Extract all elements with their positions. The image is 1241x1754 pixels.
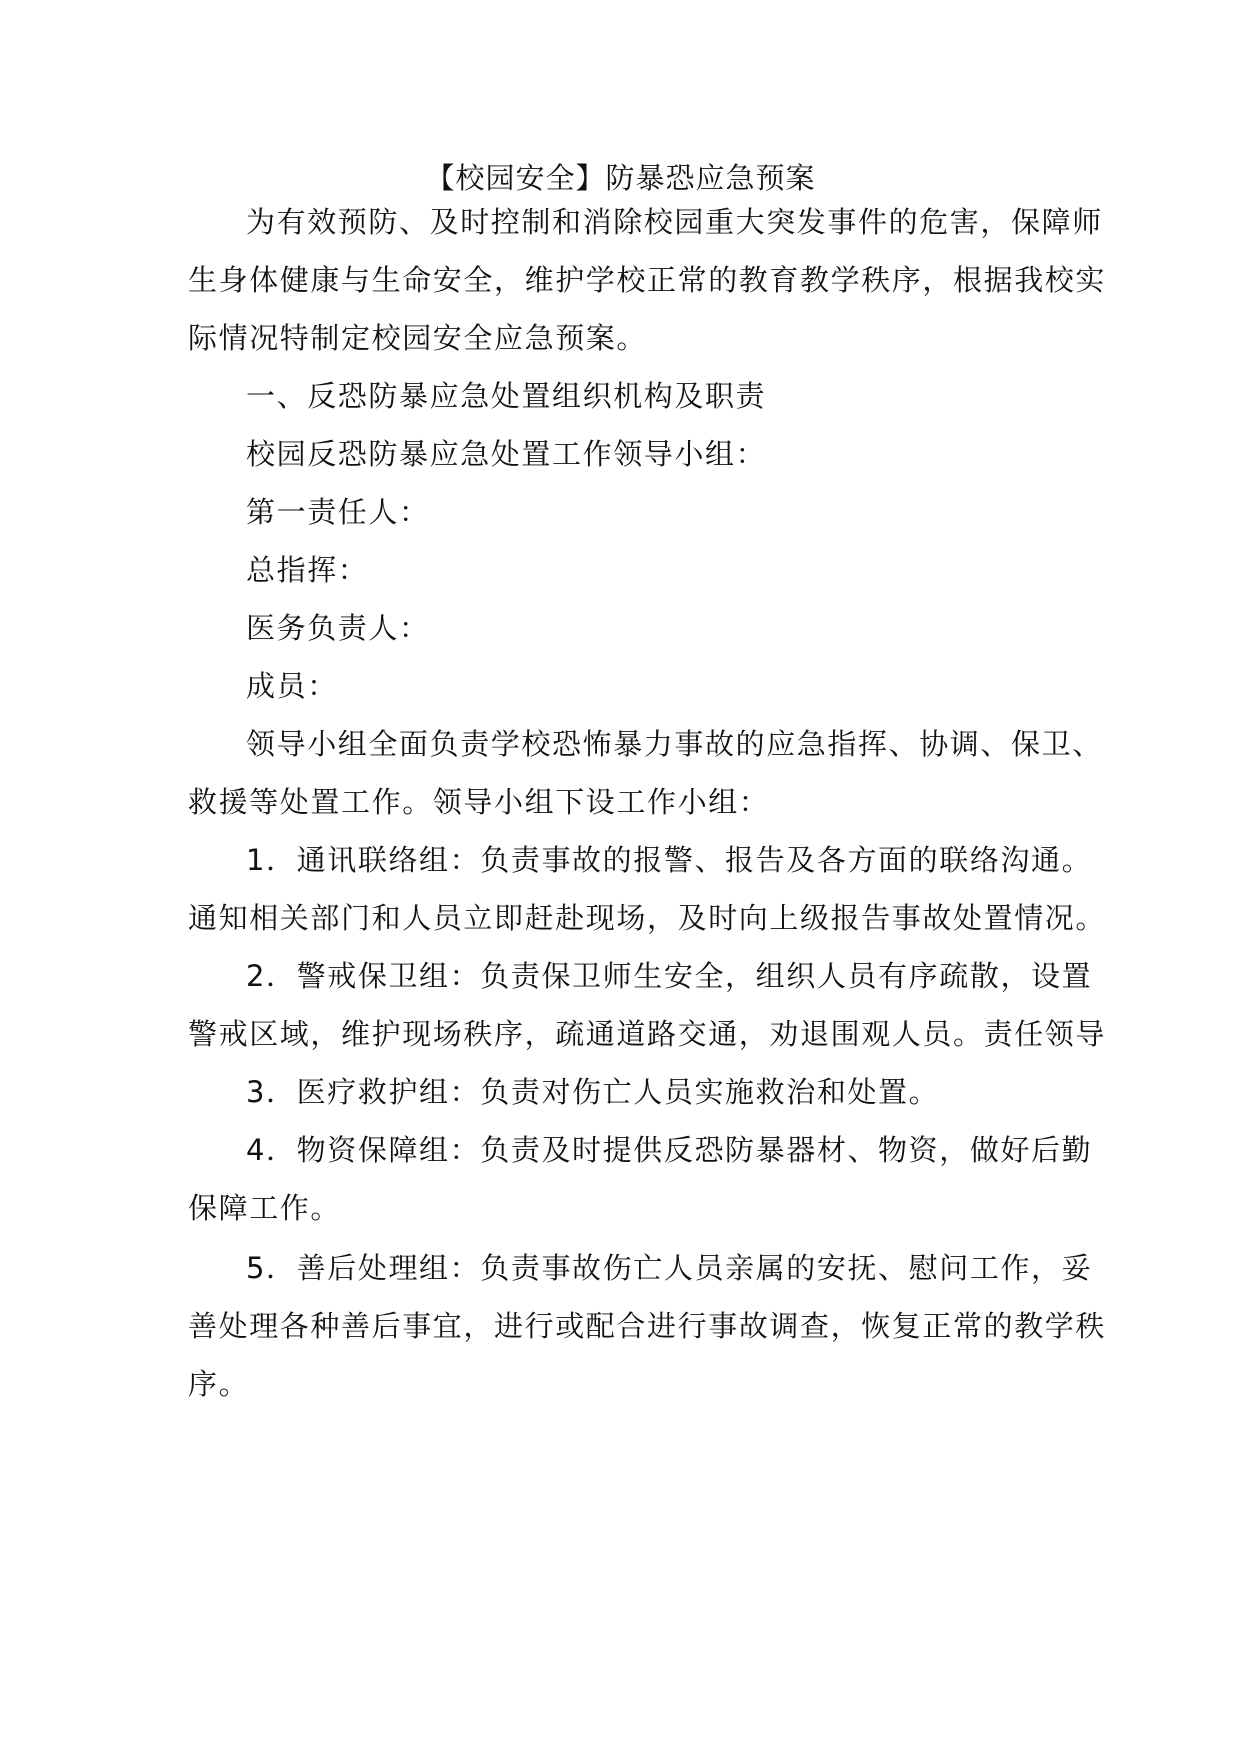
field-label: 医务负责人：: [246, 611, 430, 645]
field-label: 成员：: [246, 669, 338, 703]
paragraph-line: 为有效预防、及时控制和消除校园重大突发事件的危害，保障师: [246, 205, 1103, 239]
section-heading: 一、反恐防暴应急处置组织机构及职责: [246, 379, 767, 413]
list-item: 4．物资保障组：负责及时提供反恐防暴器材、物资，做好后勤: [246, 1133, 1093, 1167]
document-title: 【校园安全】防暴恐应急预案: [425, 161, 816, 195]
paragraph-line: 保障工作。: [188, 1191, 342, 1225]
list-item: 3．医疗救护组：负责对伤亡人员实施救治和处置。: [246, 1075, 940, 1109]
field-label: 第一责任人：: [246, 495, 430, 529]
field-label: 总指挥：: [246, 553, 369, 587]
paragraph-line: 生身体健康与生命安全，维护学校正常的教育教学秩序，根据我校实: [188, 263, 1107, 297]
paragraph-line: 领导小组全面负责学校恐怖暴力事故的应急指挥、协调、保卫、: [246, 727, 1103, 761]
list-item: 1．通讯联络组：负责事故的报警、报告及各方面的联络沟通。: [246, 843, 1093, 877]
paragraph-line: 通知相关部门和人员立即赶赴现场，及时向上级报告事故处置情况。: [188, 901, 1107, 935]
list-item: 5．善后处理组：负责事故伤亡人员亲属的安抚、慰问工作，妥: [246, 1251, 1093, 1285]
paragraph-line: 善处理各种善后事宜，进行或配合进行事故调查，恢复正常的教学秩: [188, 1309, 1107, 1343]
paragraph-line: 序。: [188, 1367, 250, 1401]
paragraph-line: 校园反恐防暴应急处置工作领导小组：: [246, 437, 767, 471]
paragraph-line: 警戒区域，维护现场秩序，疏通道路交通，劝退围观人员。责任领导: [188, 1017, 1107, 1051]
paragraph-line: 救援等处置工作。领导小组下设工作小组：: [188, 785, 770, 819]
list-item: 2．警戒保卫组：负责保卫师生安全，组织人员有序疏散，设置: [246, 959, 1093, 993]
paragraph-line: 际情况特制定校园安全应急预案。: [188, 321, 648, 355]
